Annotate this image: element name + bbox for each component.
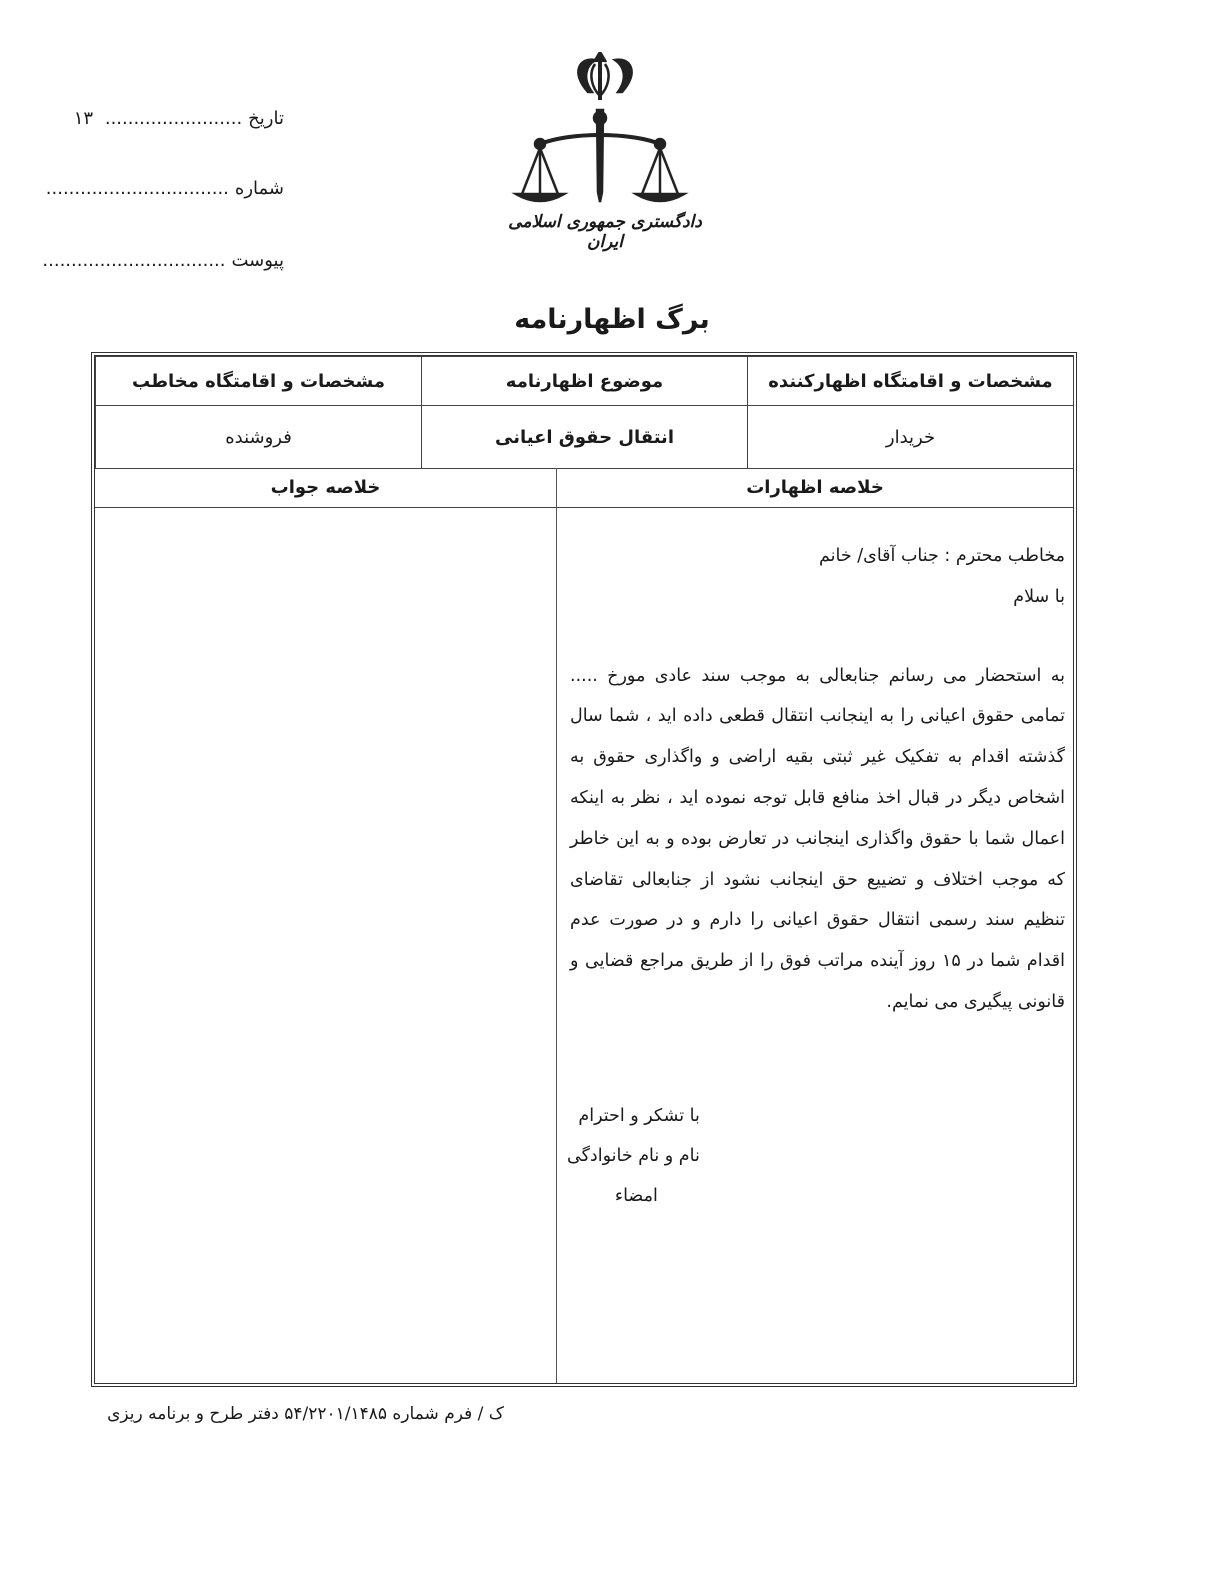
date-dots: ........................ xyxy=(104,108,243,129)
statement-body: به استحضار می رسانم جنابعالی به موجب سند عادی مورخ ..... تمامی حقوق اعیانی را به اینجانب انتقال قطعی داده اید ، شما سال گذشته اقدام به تفکیک غیر ثبتی بقیه اراضی و واگذاری حقوق به اشخاص دیگر در قبال اخذ منافع قابل توجه نموده اید ، نظر به اینکه اعمال شما با حقوق واگذاری اینجانب در تعارض بوده و به این خاطر که موجب اختلاف و تضییع حق اینجانب نشود از جنابعالی تقاضای تنظیم سند رسمی انتقال حقوق اعیانی را دارم و در صورت عدم اقدام شما در ۱۵ روز آینده مراتب فوق را از طریق مراجع قضایی و قانونی پیگیری می نمایم. xyxy=(570,665,1065,1012)
column-divider xyxy=(556,468,557,1383)
answer-header: خلاصه جواب xyxy=(270,477,381,498)
emblem-caption: دادگستری جمهوری اسلامی ایران xyxy=(508,212,702,252)
number-dots: ................................ xyxy=(45,178,229,199)
addressee-value: فروشنده xyxy=(96,406,422,469)
judiciary-emblem xyxy=(500,52,710,252)
salutation: مخاطب محترم : جناب آقای/ خانم xyxy=(819,546,1065,566)
summary-header-row xyxy=(95,468,1073,508)
attachment-field xyxy=(36,250,284,271)
parties-table xyxy=(95,356,1074,469)
date-value: ۱۳ xyxy=(73,108,94,129)
attachment-dots: ................................ xyxy=(42,250,226,271)
subject-value: انتقال حقوق اعیانی xyxy=(422,406,748,469)
parties-header-row xyxy=(96,357,1074,406)
signature-line: امضاء xyxy=(614,1186,658,1206)
declaration-form-frame xyxy=(91,352,1077,1387)
subject-header: موضوع اظهارنامه xyxy=(422,357,748,406)
greeting: با سلام xyxy=(1013,586,1065,607)
scales-emblem-icon xyxy=(500,52,710,217)
number-label: شماره xyxy=(234,178,284,199)
statements-header: خلاصه اظهارات xyxy=(746,477,884,498)
form-footer: ک / فرم شماره ۵۴/۲۲۰۱/۱۴۸۵ دفتر طرح و برنامه ریزی xyxy=(107,1404,504,1424)
attachment-label: پیوست xyxy=(231,250,284,271)
declarant-value: خریدار xyxy=(748,406,1074,469)
closing-block xyxy=(567,1096,700,1216)
addressee-header: مشخصات و اقامتگاه مخاطب xyxy=(96,357,422,406)
form-title: برگ اظهارنامه xyxy=(514,304,710,335)
name-line: نام و نام خانوادگی xyxy=(567,1146,700,1166)
statement-text xyxy=(570,536,1065,1023)
number-field xyxy=(40,178,284,199)
closing-line: با تشکر و احترام xyxy=(578,1106,700,1126)
declarant-header: مشخصات و اقامتگاه اظهارکننده xyxy=(748,357,1074,406)
parties-value-row xyxy=(96,406,1074,469)
date-label: تاریخ xyxy=(248,108,284,129)
date-field xyxy=(68,108,284,129)
